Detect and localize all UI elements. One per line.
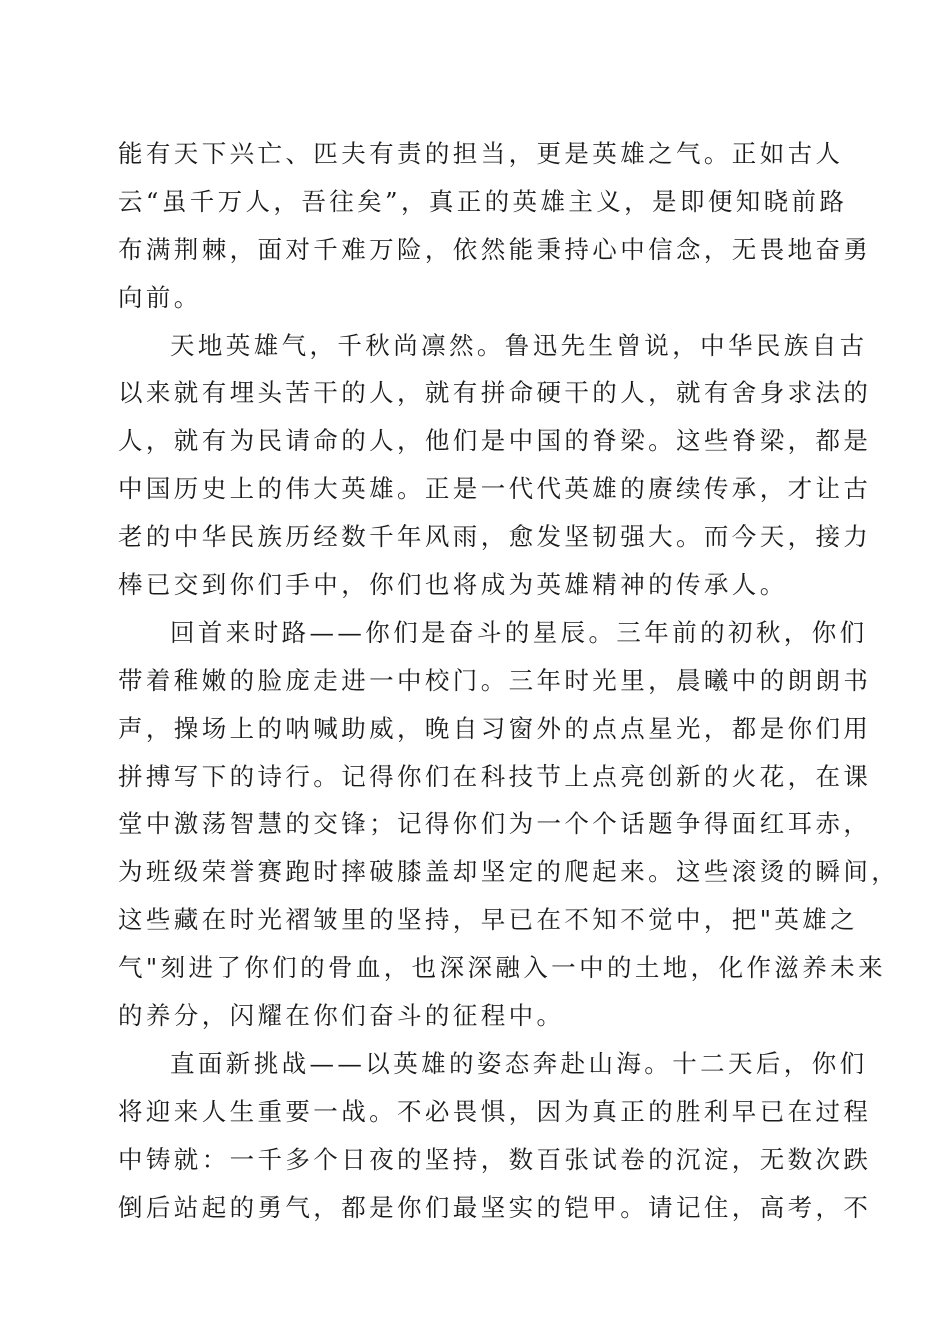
paragraph-line: 这些藏在时光褶皱里的坚持，早已在不知不觉中，把"英雄之 [118,905,859,935]
paragraph-line: 云“虽千万人，吾往矣”，真正的英雄主义，是即便知晓前路 [118,186,848,216]
paragraph-line: 布满荆棘，面对千难万险，依然能秉持心中信念，无畏地奋勇 [118,234,872,264]
paragraph-line: 的养分，闪耀在你们奋斗的征程中。 [118,1001,565,1031]
paragraph-line: 为班级荣誉赛跑时摔破膝盖却坚定的爬起来。这些滚烫的瞬间， [118,857,900,887]
paragraph-line: 能有天下兴亡、匹夫有责的担当，更是英雄之气。正如古人 [118,139,844,168]
paragraph-line: 直面新挑战——以英雄的姿态奔赴山海。十二天后，你们 [170,1048,868,1078]
document-body [118,130,900,1231]
paragraph-line: 人，就有为民请命的人，他们是中国的脊梁。这些脊梁，都是 [118,426,872,456]
paragraph-line: 声，操场上的呐喊助威，晚自习窗外的点点星光，都是你们用 [118,713,872,743]
paragraph-line: 带着稚嫩的脸庞走进一中校门。三年时光里，晨曦中的朗朗书 [118,665,872,695]
paragraph-line: 拼搏写下的诗行。记得你们在科技节上点亮创新的火花，在课 [118,761,872,791]
paragraph-line: 回首来时路——你们是奋斗的星辰。三年前的初秋，你们 [170,617,868,647]
paragraph-line: 中国历史上的伟大英雄。正是一代代英雄的赓续传承，才让古 [118,474,872,504]
paragraph-line: 中铸就：一千多个日夜的坚持，数百张试卷的沉淀，无数次跌 [118,1144,872,1174]
paragraph-line: 老的中华民族历经数千年风雨，愈发坚韧强大。而今天，接力 [118,522,872,552]
paragraph-line: 将迎来人生重要一战。不必畏惧，因为真正的胜利早已在过程 [118,1096,872,1126]
paragraph-line: 棒已交到你们手中，你们也将成为英雄精神的传承人。 [118,570,788,600]
paragraph-line: 堂中激荡智慧的交锋；记得你们为一个个话题争得面红耳赤， [118,809,872,839]
paragraph-line: 气"刻进了你们的骨血，也深深融入一中的土地，化作滋养未来 [118,953,886,983]
paragraph-line: 倒后站起的勇气，都是你们最坚实的铠甲。请记住，高考，不 [118,1192,872,1222]
paragraph-line: 天地英雄气，千秋尚凛然。鲁迅先生曾说，中华民族自古 [170,330,868,360]
paragraph-line: 以来就有埋头苦干的人，就有拼命硬干的人，就有舍身求法的 [118,378,872,408]
paragraph-line: 向前。 [118,282,202,312]
